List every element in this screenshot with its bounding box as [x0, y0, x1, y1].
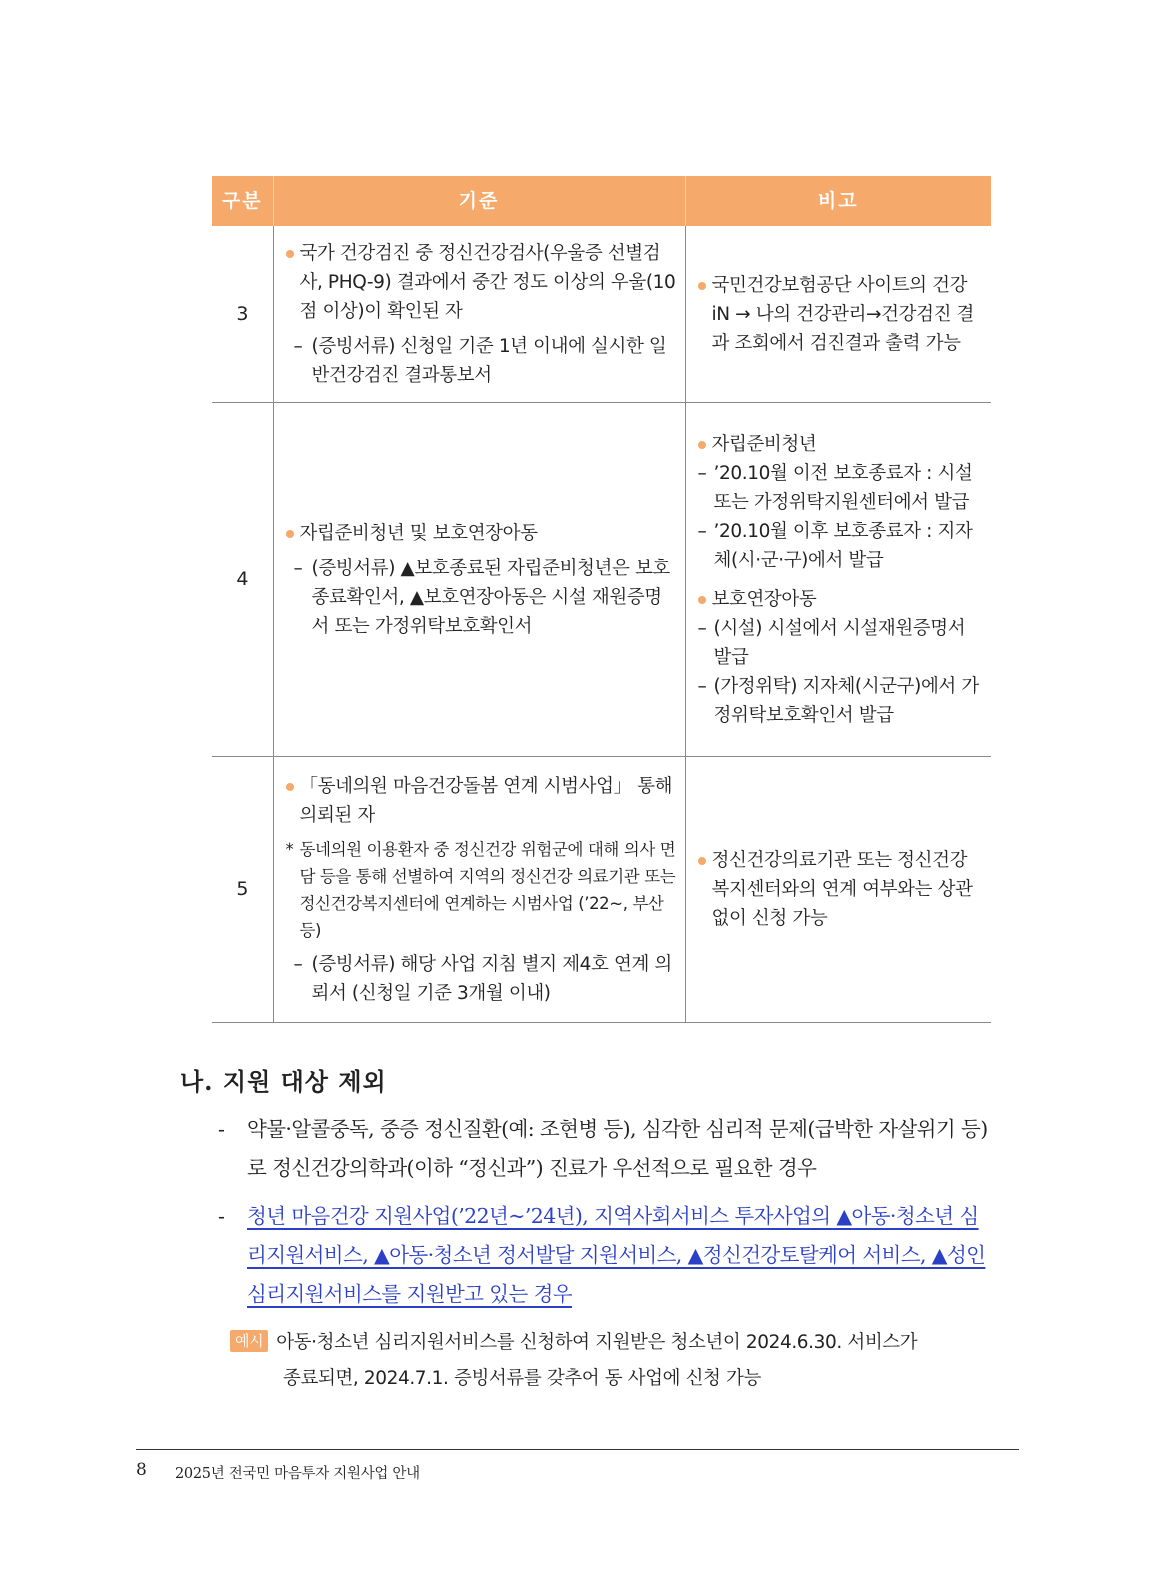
- footer-title: 2025년 전국민 마음투자 지원사업 안내: [175, 1466, 420, 1482]
- remark-bullet: 보호연장아동: [696, 585, 984, 614]
- remark-bullet: 정신건강의료기관 또는 정신건강 복지센터와의 연계 여부와는 상관 없이 신청 가능: [696, 846, 984, 933]
- criteria-cell: [273, 403, 685, 757]
- criteria-bullet: 국가 건강검진 중 정신건강검사(우울증 선별검사, PHQ-9) 결과에서 중간 정도 이상의 우울(10점 이상)이 확인된 자: [284, 239, 677, 326]
- row-number: 5: [212, 757, 273, 1023]
- criteria-cell: [273, 757, 685, 1023]
- row-number: 4: [212, 403, 273, 757]
- remark-cell: [685, 226, 991, 403]
- remark-dash: – (시설) 시설에서 시설재원증명서 발급: [696, 614, 984, 672]
- example-text-line2: 종료되면, 2024.7.1. 증빙서류를 갖추어 동 사업에 신청 가능: [283, 1368, 761, 1389]
- exclusion-text: 약물·알콜중독, 중증 정신질환(예: 조현병 등), 심각한 심리적 문제(급박한 자살위기 등)로 정신건강의학과(이하 “정신과”) 진료가 우선적으로 필요한 경우: [247, 1117, 988, 1180]
- remark-dash: – ’20.10월 이전 보호종료자 : 시설 또는 가정위탁지원센터에서 발급: [696, 459, 984, 517]
- footer-divider: [136, 1449, 1019, 1450]
- table-header-row: [212, 176, 991, 226]
- remark-cell: [685, 403, 991, 757]
- criteria-evidence: – (증빙서류) 해당 사업 지침 별지 제4호 연계 의뢰서 (신청일 기준 3개월 이내): [284, 950, 677, 1008]
- row-number: 3: [212, 226, 273, 403]
- header-category: 구분: [212, 176, 273, 226]
- criteria-evidence: – (증빙서류) 신청일 기준 1년 이내에 실시한 일반건강검진 결과통보서: [284, 332, 677, 390]
- section-title: 나. 지원 대상 제외: [180, 1067, 387, 1096]
- remark-dash: – ’20.10월 이후 보호종료자 : 지자체(시·군·구)에서 발급: [696, 517, 984, 575]
- criteria-cell: [273, 226, 685, 403]
- table-row: [212, 226, 991, 403]
- example-box: [230, 1325, 992, 1397]
- page-number: 8: [136, 1460, 147, 1480]
- remark-dash: – (가정위탁) 지자체(시군구)에서 가정위탁보호확인서 발급: [696, 672, 984, 730]
- criteria-evidence: – (증빙서류) ▲보호종료된 자립준비청년은 보호종료확인서, ▲보호연장아동은 시설 재원증명서 또는 가정위탁보호확인서: [284, 554, 677, 641]
- criteria-bullet: 자립준비청년 및 보호연장아동: [284, 519, 677, 548]
- remark-cell: [685, 757, 991, 1023]
- table-row: [212, 403, 991, 757]
- dash-marker: -: [218, 1117, 225, 1141]
- eligibility-table: [212, 176, 991, 1023]
- dash-marker: -: [218, 1204, 225, 1228]
- exclusion-item: [218, 1110, 993, 1188]
- remark-bullet: 국민건강보험공단 사이트의 건강 iN → 나의 건강관리→건강검진 결과 조회에서 검진결과 출력 가능: [696, 271, 984, 358]
- criteria-bullet: 「동네의원 마음건강돌봄 연계 시범사업」 통해 의뢰된 자: [284, 772, 677, 830]
- criteria-note: * 동네의원 이용환자 중 정신건강 위험군에 대해 의사 면담 등을 통해 선별하여 지역의 정신건강 의료기관 또는 정신건강복지센터에 연계하는 시범사업 (’22~, 부산 등): [284, 836, 677, 944]
- exclusion-item: [218, 1197, 993, 1314]
- header-remarks: 비고: [685, 176, 991, 226]
- table-row: [212, 757, 991, 1023]
- remark-bullet: 자립준비청년: [696, 430, 984, 459]
- exclusion-link[interactable]: 청년 마음건강 지원사업(’22년~’24년), 지역사회서비스 투자사업의 ▲아동·청소년 심리지원서비스, ▲아동·청소년 정서발달 지원서비스, ▲정신건강토탈케어 서비스, ▲성인 심리지원서비스를 지원받고 있는 경우: [247, 1204, 986, 1306]
- example-badge: 예시: [230, 1330, 268, 1352]
- header-criteria: 기준: [273, 176, 685, 226]
- example-text-line1: 아동·청소년 심리지원서비스를 신청하여 지원받은 청소년이 2024.6.30. 서비스가: [276, 1332, 918, 1353]
